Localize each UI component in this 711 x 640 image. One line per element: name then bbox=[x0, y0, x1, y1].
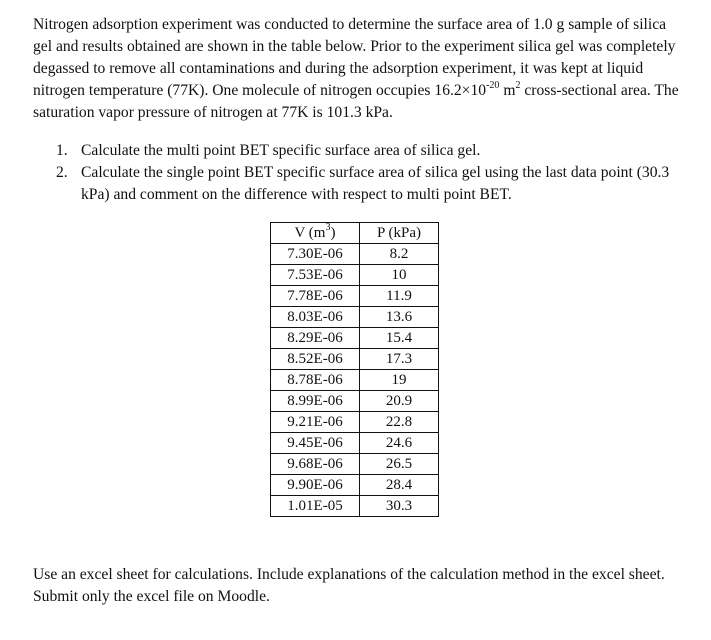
pressure-cell: 20.9 bbox=[360, 391, 439, 412]
volume-cell: 9.21E-06 bbox=[271, 412, 360, 433]
adsorption-data-table bbox=[270, 222, 439, 517]
table-row bbox=[271, 244, 439, 265]
volume-cell: 8.78E-06 bbox=[271, 370, 360, 391]
pressure-cell: 10 bbox=[360, 265, 439, 286]
table-row bbox=[271, 349, 439, 370]
table-body bbox=[271, 244, 439, 517]
pressure-cell: 28.4 bbox=[360, 475, 439, 496]
table-row bbox=[271, 265, 439, 286]
statement-text-end: cross-sectional area. The saturation vapor pressure of nitrogen at 77K is 101.3 kPa. bbox=[33, 82, 679, 121]
volume-cell: 9.68E-06 bbox=[271, 454, 360, 475]
pressure-cell: 24.6 bbox=[360, 433, 439, 454]
table-row bbox=[271, 412, 439, 433]
volume-cell: 8.03E-06 bbox=[271, 307, 360, 328]
table-row bbox=[271, 391, 439, 412]
pressure-cell: 8.2 bbox=[360, 244, 439, 265]
exponent: -20 bbox=[486, 79, 500, 91]
statement-text: Nitrogen adsorption experiment was conducted to determine the surface area of 1.0 g sample of silica gel and results obtained are shown in the table below. Prior to the experiment silica gel was completely degassed to remove all contaminations and during the adsorption experiment, it was kept at liquid nitrogen temperature (77K). One molecule of nitrogen occupies 16.2×10 bbox=[33, 16, 676, 99]
question-text: Calculate the multi point BET specific surface area of silica gel. bbox=[81, 142, 481, 159]
pressure-cell: 11.9 bbox=[360, 286, 439, 307]
table-row bbox=[271, 475, 439, 496]
table-header-row bbox=[271, 223, 439, 244]
question-item bbox=[33, 140, 683, 162]
pressure-cell: 19 bbox=[360, 370, 439, 391]
instructions: Use an excel sheet for calculations. Include explanations of the calculation method in the excel sheet. Submit only the excel file on Moodle. bbox=[33, 566, 665, 605]
question-list bbox=[33, 140, 683, 206]
volume-cell: 7.53E-06 bbox=[271, 265, 360, 286]
table-row bbox=[271, 286, 439, 307]
question-text: Calculate the single point BET specific surface area of silica gel using the last data point (30.3 kPa) and comment on the difference with respect to multi point BET. bbox=[81, 164, 670, 203]
table-row bbox=[271, 433, 439, 454]
table-row bbox=[271, 370, 439, 391]
table-row bbox=[271, 454, 439, 475]
volume-cell: 8.29E-06 bbox=[271, 328, 360, 349]
problem-statement bbox=[33, 14, 683, 124]
header-pressure: P (kPa) bbox=[360, 223, 439, 244]
pressure-cell: 26.5 bbox=[360, 454, 439, 475]
unit: m bbox=[499, 82, 516, 99]
table-row bbox=[271, 496, 439, 517]
unit-exponent: 2 bbox=[515, 79, 521, 91]
header-volume: V $(m^3)$ bbox=[271, 223, 360, 244]
volume-cell: 9.45E-06 bbox=[271, 433, 360, 454]
table-row bbox=[271, 328, 439, 349]
question-number: 2. bbox=[56, 164, 68, 181]
pressure-cell: 13.6 bbox=[360, 307, 439, 328]
pressure-cell: 22.8 bbox=[360, 412, 439, 433]
volume-cell: 7.30E-06 bbox=[271, 244, 360, 265]
volume-cell: 8.52E-06 bbox=[271, 349, 360, 370]
volume-cell: 7.78E-06 bbox=[271, 286, 360, 307]
volume-cell: 8.99E-06 bbox=[271, 391, 360, 412]
table-row bbox=[271, 307, 439, 328]
question-item bbox=[33, 162, 683, 206]
volume-cell: 9.90E-06 bbox=[271, 475, 360, 496]
question-number: 1. bbox=[56, 142, 68, 159]
pressure-cell: 30.3 bbox=[360, 496, 439, 517]
volume-cell: 1.01E-05 bbox=[271, 496, 360, 517]
pressure-cell: 17.3 bbox=[360, 349, 439, 370]
pressure-cell: 15.4 bbox=[360, 328, 439, 349]
